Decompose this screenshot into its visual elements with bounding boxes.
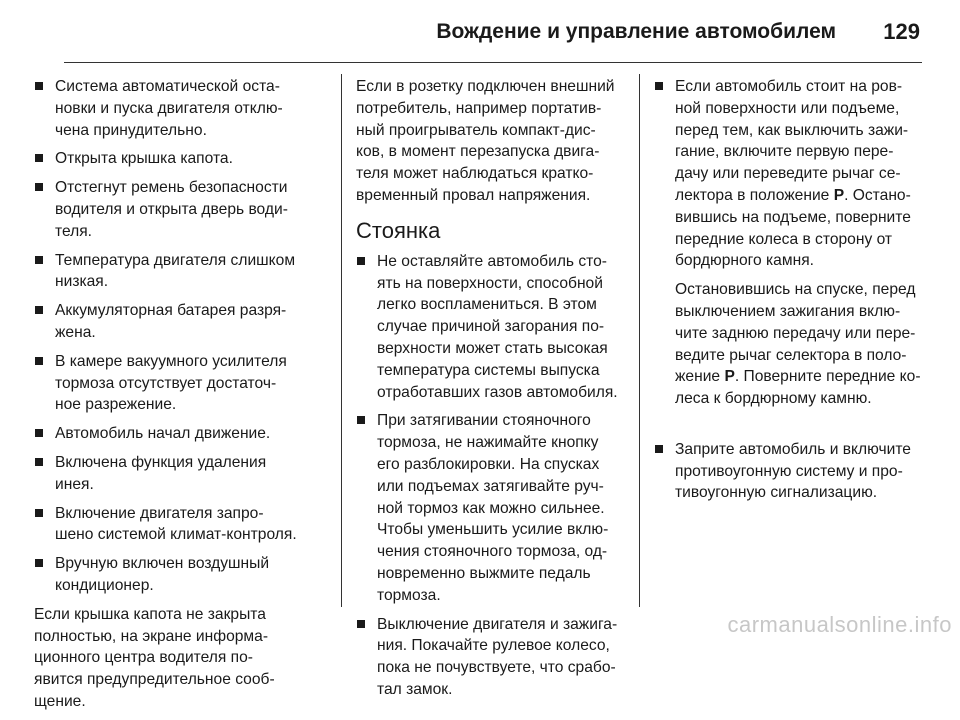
bullet-icon xyxy=(35,154,43,162)
voltage-dip-paragraph: Если в розетку подключен внешний потребитель, например портатив- ный проигрыватель компакт-дис- ков, в момент перезапуска двига- теля может наблюдаться кратко- временный провал напряжения. xyxy=(356,78,615,204)
list-item-text: Выключение двигателя и зажига- ния. Покачайте рулевое колесо, пока не почувствуете, что срабо- тал замок. xyxy=(377,615,618,698)
list-item xyxy=(34,148,328,170)
list-item-text: При затягивании стояночного тормоза, не нажимайте кнопку его разблокировки. На спусках или подъемах затягивайте руч- ной тормоз как можно сильнее. Чтобы уменьшить усилие вклю- чения стояночного тормоза, од- новременно выжмите педаль тормоза. xyxy=(377,412,609,604)
list-item xyxy=(34,452,328,496)
bullet-icon xyxy=(357,620,365,628)
gear-position-p: P xyxy=(833,186,845,204)
list-item xyxy=(356,614,630,701)
list-item-continuation xyxy=(675,279,926,410)
list-item-text: Вручную включен воздушный кондиционер. xyxy=(55,555,270,594)
bullet-icon xyxy=(35,306,43,314)
column-1 xyxy=(34,76,328,720)
bullet-icon xyxy=(655,82,663,90)
list-item xyxy=(34,553,328,597)
bullet-icon xyxy=(35,559,43,567)
gear-position-p: P xyxy=(724,368,735,386)
list-item-text: Температура двигателя слишком низкая. xyxy=(55,251,296,291)
list-item xyxy=(654,439,926,504)
page-header xyxy=(64,0,922,63)
list-item-text: Открыта крышка капота. xyxy=(55,150,233,168)
bullet-list xyxy=(654,76,926,504)
list-item-text: Отстегнут ремень безопасности водителя и открыта дверь води- теля. xyxy=(55,179,288,240)
list-item-text: В камере вакуумного усилителя тормоза отсутствует достаточ- ное разрежение. xyxy=(55,352,287,414)
list-item-text-part: Если автомобиль стоит на ров- ной поверхности или подъеме, перед тем, как выключить зажи- гание, включите первую пере- дачу или переведите рычаг се- лектора в положение xyxy=(675,78,909,204)
bullet-icon xyxy=(35,458,43,466)
bullet-list xyxy=(34,76,328,597)
list-item-text-part: Остановившись на спуске, перед выключением зажигания вклю- чите заднюю передачу или пере- ведите рычаг селектора в поло- жение xyxy=(675,281,916,386)
bullet-icon xyxy=(357,416,365,424)
bullet-icon xyxy=(35,256,43,264)
list-item-text: Автомобиль начал движение. xyxy=(55,425,271,443)
bullet-icon xyxy=(35,183,43,191)
watermark: carmanualsonline.info xyxy=(727,612,952,637)
section-heading-parking: Стоянка xyxy=(356,217,441,243)
list-item-text-part: . Остано- вившись на подъеме, поверните передние колеса в сторону от бордюрного камня. xyxy=(675,186,911,270)
column-3 xyxy=(654,76,926,511)
list-item-text: Включена функция удаления инея. xyxy=(55,453,267,493)
list-item xyxy=(34,423,328,445)
bullet-icon xyxy=(35,357,43,365)
list-item xyxy=(356,251,630,404)
column-2 xyxy=(356,76,630,708)
bullet-list xyxy=(356,251,630,701)
bullet-icon xyxy=(35,509,43,517)
bullet-icon xyxy=(357,257,365,265)
list-item-text xyxy=(675,78,911,269)
bullet-icon xyxy=(655,445,663,453)
list-item-text-part: . Поверните передние ко- леса к бордюрному камню. xyxy=(675,368,921,408)
list-item xyxy=(34,76,328,141)
list-item-text: Не оставляйте автомобиль сто- ять на поверхности, способной легко воспламениться. В этом случае причиной загорания по- верхности может стать высокая температура системы выпуска отработавших газов автомобиля. xyxy=(377,252,618,401)
list-item xyxy=(34,503,328,547)
bullet-icon xyxy=(35,82,43,90)
column-divider xyxy=(639,74,640,607)
list-item-text: Аккумуляторная батарея разря- жена. xyxy=(55,302,287,341)
list-item xyxy=(654,76,926,432)
list-item-text: Заприте автомобиль и включите противоугонную систему и про- тивоугонную сигнализацию. xyxy=(675,440,911,502)
list-item xyxy=(34,177,328,242)
column-divider xyxy=(341,74,342,607)
list-item xyxy=(34,250,328,294)
list-item-text: Включение двигателя запро- шено системой климат-контроля. xyxy=(55,504,297,544)
list-item xyxy=(356,410,630,606)
header-title: Вождение и управление автомобилем xyxy=(436,20,836,43)
page-number: 129 xyxy=(883,19,920,44)
list-item xyxy=(34,300,328,344)
hood-warning-paragraph: Если крышка капота не закрыта полностью, на экране информа- ционного центра водителя по- явится предупредительное сооб- щение. xyxy=(34,605,275,710)
bullet-icon xyxy=(35,429,43,437)
list-item-text: Система автоматической оста- новки и пуска двигателя отклю- чена принудительно. xyxy=(55,78,283,139)
list-item xyxy=(34,351,328,416)
